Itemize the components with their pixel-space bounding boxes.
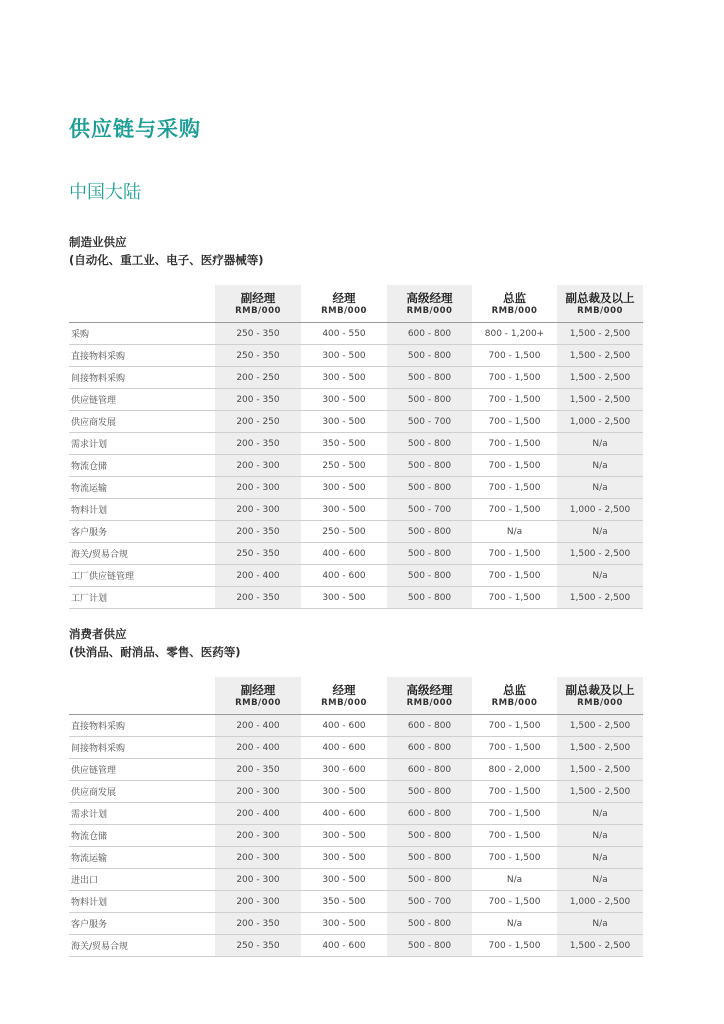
salary-range-cell: 300 - 500 [301,587,387,609]
salary-range-cell: 200 - 350 [215,759,301,781]
table-row [69,759,643,781]
column-level-label: 总监 [503,682,526,697]
salary-range-cell: 600 - 800 [387,737,472,759]
salary-range-cell: 250 - 350 [215,323,301,345]
salary-range-cell: 500 - 800 [387,565,472,587]
table-row [69,499,643,521]
salary-range-cell: N/a [557,803,643,825]
salary-range-cell: 700 - 1,500 [472,803,557,825]
salary-range-cell: 300 - 500 [301,913,387,935]
salary-range-cell: 700 - 1,500 [472,433,557,455]
section-heading [69,233,264,269]
salary-range-cell: 200 - 300 [215,477,301,499]
table-row [69,345,643,367]
salary-range-cell: N/a [472,521,557,543]
column-level-label: 副经理 [240,290,276,305]
salary-range-cell: N/a [557,565,643,587]
salary-range-cell: 500 - 700 [387,891,472,913]
salary-range-cell: 600 - 800 [387,803,472,825]
table-row [69,891,643,913]
table-row [69,715,643,737]
column-unit-label: RMB/000 [406,305,453,316]
salary-range-cell: 350 - 500 [301,891,387,913]
salary-range-cell: 250 - 350 [215,345,301,367]
column-level-label: 副经理 [240,682,276,697]
role-label: 供应商发展 [69,781,215,803]
table-row [69,737,643,759]
salary-range-cell: 400 - 600 [301,715,387,737]
salary-range-cell: 500 - 800 [387,455,472,477]
table-row [69,913,643,935]
salary-range-cell: N/a [557,521,643,543]
table-header-row [69,285,643,323]
header-blank-cell [69,285,215,323]
salary-range-cell: 700 - 1,500 [472,825,557,847]
salary-range-cell: 1,500 - 2,500 [557,345,643,367]
column-level-label: 总监 [503,290,526,305]
salary-range-cell: N/a [472,913,557,935]
salary-range-cell: 700 - 1,500 [472,587,557,609]
salary-range-cell: 200 - 250 [215,367,301,389]
column-unit-label: RMB/000 [406,697,453,708]
salary-range-cell: 600 - 800 [387,715,472,737]
column-header [557,677,643,715]
salary-range-cell: 700 - 1,500 [472,345,557,367]
table-row [69,781,643,803]
role-label: 物流运输 [69,477,215,499]
table-row [69,825,643,847]
salary-range-cell: 1,500 - 2,500 [557,715,643,737]
column-header [472,677,557,715]
section-title: 制造业供应 [69,235,127,249]
role-label: 物流仓储 [69,455,215,477]
salary-range-cell: N/a [557,913,643,935]
column-header [215,677,301,715]
table-row [69,935,643,957]
salary-range-cell: 400 - 550 [301,323,387,345]
salary-range-cell: 1,000 - 2,500 [557,411,643,433]
column-header [301,285,387,323]
salary-range-cell: 200 - 350 [215,521,301,543]
salary-range-cell: 200 - 300 [215,847,301,869]
role-label: 需求计划 [69,803,215,825]
table-header-row [69,677,643,715]
role-label: 物流仓储 [69,825,215,847]
role-label: 采购 [69,323,215,345]
salary-range-cell: 500 - 700 [387,499,472,521]
column-level-label: 经理 [332,290,356,305]
table-row [69,803,643,825]
salary-range-cell: 700 - 1,500 [472,477,557,499]
column-header [472,285,557,323]
section-subtitle: (自动化、重工业、电子、医疗器械等) [69,253,264,267]
column-unit-label: RMB/000 [321,697,367,708]
salary-range-cell: 300 - 500 [301,781,387,803]
salary-range-cell: 700 - 1,500 [472,781,557,803]
salary-range-cell: 300 - 500 [301,869,387,891]
salary-range-cell: 500 - 800 [387,345,472,367]
section-title: 消费者供应 [69,627,127,641]
salary-range-cell: 500 - 800 [387,935,472,957]
salary-range-cell: 700 - 1,500 [472,737,557,759]
salary-range-cell: 500 - 800 [387,913,472,935]
column-header [215,285,301,323]
salary-range-cell: N/a [557,455,643,477]
role-label: 间接物料采购 [69,737,215,759]
role-label: 海关/贸易合规 [69,935,215,957]
salary-range-cell: 1,500 - 2,500 [557,781,643,803]
salary-range-cell: 300 - 500 [301,389,387,411]
table-row [69,543,643,565]
role-label: 供应链管理 [69,389,215,411]
salary-range-cell: 200 - 300 [215,499,301,521]
table-row [69,477,643,499]
salary-range-cell: 500 - 800 [387,367,472,389]
salary-range-cell: 400 - 600 [301,803,387,825]
salary-range-cell: 300 - 500 [301,411,387,433]
salary-range-cell: 700 - 1,500 [472,935,557,957]
salary-range-cell: 700 - 1,500 [472,411,557,433]
salary-range-cell: 700 - 1,500 [472,543,557,565]
salary-range-cell: N/a [557,477,643,499]
salary-range-cell: N/a [557,869,643,891]
table-row [69,323,643,345]
salary-range-cell: 500 - 800 [387,869,472,891]
table-row [69,521,643,543]
region-heading: 中国大陆 [69,182,141,203]
salary-table-consumer [69,677,643,957]
salary-range-cell: 800 - 1,200+ [472,323,557,345]
salary-range-cell: 300 - 500 [301,367,387,389]
column-header [557,285,643,323]
table-row [69,455,643,477]
salary-range-cell: 1,500 - 2,500 [557,323,643,345]
role-label: 海关/贸易合规 [69,543,215,565]
table-row [69,367,643,389]
role-label: 物流运输 [69,847,215,869]
salary-range-cell: 500 - 800 [387,389,472,411]
salary-range-cell: 300 - 500 [301,499,387,521]
salary-range-cell: 250 - 500 [301,521,387,543]
table-row [69,433,643,455]
column-header [387,677,472,715]
section-subtitle: (快消品、耐消品、零售、医药等) [69,645,241,659]
header-blank-cell [69,677,215,715]
salary-range-cell: 700 - 1,500 [472,565,557,587]
salary-range-cell: 500 - 700 [387,411,472,433]
role-label: 客户服务 [69,521,215,543]
salary-range-cell: 500 - 800 [387,433,472,455]
salary-range-cell: 700 - 1,500 [472,847,557,869]
salary-range-cell: 500 - 800 [387,543,472,565]
salary-range-cell: 1,500 - 2,500 [557,935,643,957]
table-row [69,847,643,869]
role-label: 进出口 [69,869,215,891]
salary-range-cell: 700 - 1,500 [472,891,557,913]
role-label: 直接物料采购 [69,715,215,737]
salary-range-cell: 1,500 - 2,500 [557,587,643,609]
table-row [69,411,643,433]
salary-range-cell: 200 - 400 [215,803,301,825]
salary-range-cell: N/a [557,433,643,455]
salary-range-cell: 500 - 800 [387,587,472,609]
table-row [69,869,643,891]
role-label: 客户服务 [69,913,215,935]
salary-range-cell: 200 - 350 [215,913,301,935]
salary-range-cell: 200 - 400 [215,565,301,587]
salary-range-cell: 200 - 300 [215,869,301,891]
salary-range-cell: 300 - 500 [301,825,387,847]
salary-range-cell: 200 - 350 [215,389,301,411]
salary-range-cell: 1,500 - 2,500 [557,367,643,389]
salary-range-cell: 500 - 800 [387,477,472,499]
salary-range-cell: 300 - 500 [301,847,387,869]
salary-range-cell: 700 - 1,500 [472,499,557,521]
salary-range-cell: 700 - 1,500 [472,715,557,737]
role-label: 供应链管理 [69,759,215,781]
section-heading [69,625,241,661]
salary-range-cell: 250 - 350 [215,543,301,565]
salary-range-cell: 400 - 600 [301,935,387,957]
salary-range-cell: 250 - 350 [215,935,301,957]
salary-range-cell: 700 - 1,500 [472,367,557,389]
salary-range-cell: 1,500 - 2,500 [557,759,643,781]
salary-range-cell: 200 - 350 [215,587,301,609]
salary-range-cell: 500 - 800 [387,781,472,803]
salary-range-cell: 800 - 2,000 [472,759,557,781]
column-header [387,285,472,323]
column-header [301,677,387,715]
salary-range-cell: 500 - 800 [387,847,472,869]
salary-range-cell: 1,500 - 2,500 [557,389,643,411]
salary-range-cell: 700 - 1,500 [472,389,557,411]
page-title: 供应链与采购 [69,117,201,141]
salary-range-cell: 1,000 - 2,500 [557,891,643,913]
column-level-label: 副总裁及以上 [565,682,635,697]
column-level-label: 高级经理 [406,290,453,305]
salary-range-cell: 350 - 500 [301,433,387,455]
salary-range-cell: 300 - 600 [301,759,387,781]
salary-range-cell: 500 - 800 [387,521,472,543]
salary-range-cell: 300 - 500 [301,477,387,499]
role-label: 间接物料采购 [69,367,215,389]
column-unit-label: RMB/000 [235,305,281,316]
salary-range-cell: 200 - 300 [215,891,301,913]
role-label: 工厂计划 [69,587,215,609]
column-unit-label: RMB/000 [235,697,281,708]
column-unit-label: RMB/000 [491,305,538,316]
salary-range-cell: 200 - 300 [215,455,301,477]
role-label: 供应商发展 [69,411,215,433]
role-label: 物料计划 [69,499,215,521]
salary-range-cell: 400 - 600 [301,737,387,759]
role-label: 直接物料采购 [69,345,215,367]
salary-range-cell: 600 - 800 [387,323,472,345]
column-level-label: 副总裁及以上 [565,290,635,305]
salary-range-cell: 500 - 800 [387,825,472,847]
table-row [69,389,643,411]
column-unit-label: RMB/000 [491,697,538,708]
role-label: 物料计划 [69,891,215,913]
salary-table-manufacturing [69,285,643,609]
salary-range-cell: 200 - 300 [215,781,301,803]
column-unit-label: RMB/000 [577,305,623,316]
salary-range-cell: 1,000 - 2,500 [557,499,643,521]
salary-range-cell: 200 - 400 [215,715,301,737]
salary-range-cell: 200 - 300 [215,825,301,847]
salary-range-cell: N/a [472,869,557,891]
role-label: 工厂供应链管理 [69,565,215,587]
salary-range-cell: 200 - 250 [215,411,301,433]
salary-range-cell: 400 - 600 [301,565,387,587]
salary-range-cell: N/a [557,847,643,869]
column-unit-label: RMB/000 [321,305,367,316]
salary-range-cell: 700 - 1,500 [472,455,557,477]
salary-range-cell: 1,500 - 2,500 [557,737,643,759]
column-level-label: 高级经理 [406,682,453,697]
salary-range-cell: N/a [557,825,643,847]
salary-range-cell: 200 - 400 [215,737,301,759]
column-level-label: 经理 [332,682,356,697]
table-row [69,565,643,587]
salary-range-cell: 1,500 - 2,500 [557,543,643,565]
table-row [69,587,643,609]
salary-range-cell: 300 - 500 [301,345,387,367]
salary-range-cell: 250 - 500 [301,455,387,477]
salary-range-cell: 600 - 800 [387,759,472,781]
salary-range-cell: 200 - 350 [215,433,301,455]
role-label: 需求计划 [69,433,215,455]
salary-range-cell: 400 - 600 [301,543,387,565]
column-unit-label: RMB/000 [577,697,623,708]
